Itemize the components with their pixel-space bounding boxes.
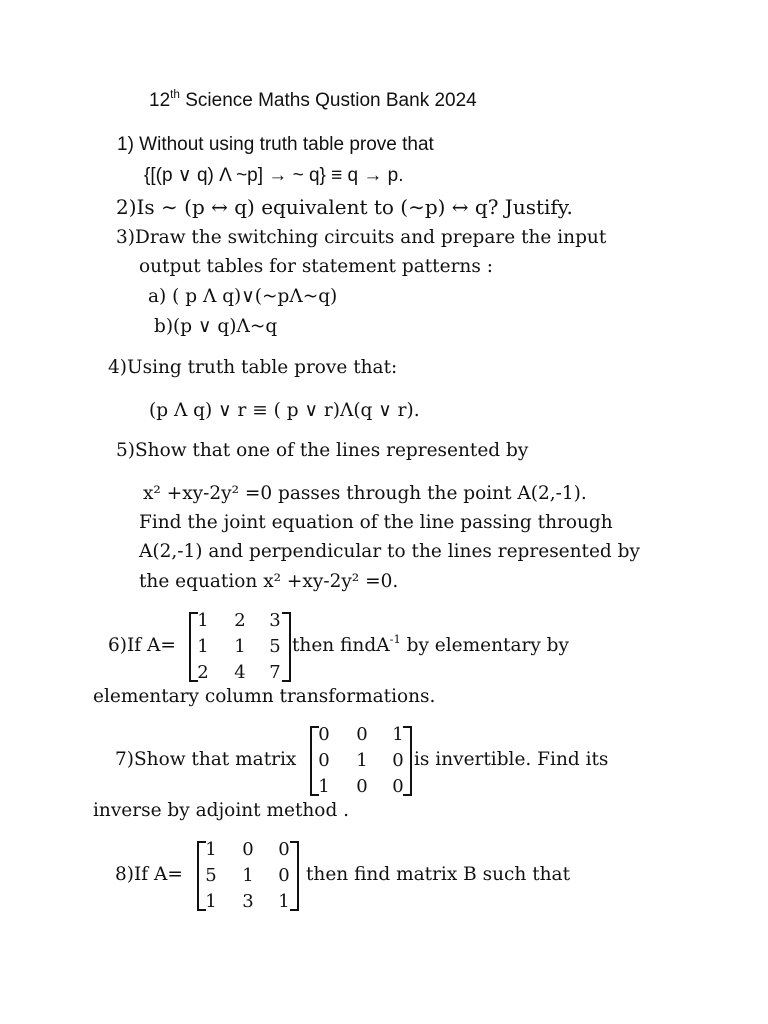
- question-8-suffix: then find matrix B such that: [306, 864, 571, 885]
- matrix-cell: 3: [269, 610, 281, 631]
- title-superscript: th: [170, 87, 180, 101]
- matrix-cell: 0: [242, 839, 254, 860]
- question-6-text-2: elementary column transformations.: [93, 686, 436, 707]
- matrix-cell: 0: [392, 750, 404, 771]
- matrix-cell: 4: [234, 662, 246, 683]
- question-4-text: 4)Using truth table prove that:: [108, 357, 398, 378]
- page-title: [149, 87, 477, 111]
- matrix-cell: 0: [318, 724, 330, 745]
- question-6-matrix: [189, 612, 291, 682]
- question-6-suffix-a: then findA: [292, 635, 390, 656]
- matrix-cell: 1: [205, 839, 217, 860]
- matrix-cell: 0: [356, 776, 368, 797]
- matrix-cell: 0: [278, 865, 290, 886]
- inverse-superscript: -1: [389, 631, 401, 646]
- question-4-expression: (p Λ q) ∨ r ≡ ( p ∨ r)Λ(q ∨ r).: [149, 400, 420, 421]
- question-7-text-2: inverse by adjoint method .: [93, 800, 350, 821]
- matrix-cell: 2: [234, 610, 246, 631]
- question-1-expression: {[(p ∨ q) Λ ~p] → ~ q} ≡ q → p.: [144, 165, 404, 186]
- matrix-cell: 1: [197, 610, 209, 631]
- question-3-part-b: b)(p ∨ q)Λ~q: [154, 316, 278, 337]
- question-3-text: 3)Draw the switching circuits and prepare the input: [116, 227, 607, 248]
- matrix-right-bracket: [282, 612, 291, 682]
- matrix-cell: 2: [197, 662, 209, 683]
- question-5-text-5: the equation x² +xy-2y² =0.: [139, 571, 399, 592]
- matrix-cell: 1: [318, 776, 330, 797]
- question-5-text: 5)Show that one of the lines represented by: [116, 440, 529, 461]
- matrix-cell: 5: [205, 865, 217, 886]
- matrix-cell: 0: [278, 839, 290, 860]
- question-5-text-3: Find the joint equation of the line passing through: [139, 512, 613, 533]
- matrix-cell: 3: [242, 891, 254, 912]
- matrix-cell: 1: [205, 891, 217, 912]
- matrix-cell: 0: [392, 776, 404, 797]
- matrix-cell: 5: [269, 636, 281, 657]
- matrix-cell: 0: [356, 724, 368, 745]
- title-number: 12: [149, 90, 171, 111]
- question-5-text-4: A(2,-1) and perpendicular to the lines represented by: [139, 541, 640, 562]
- matrix-cell: 7: [269, 662, 281, 683]
- matrix-cell: 1: [242, 865, 254, 886]
- question-7-prefix: 7)Show that matrix: [115, 749, 297, 770]
- matrix-cell: 1: [278, 891, 290, 912]
- question-3-text-2: output tables for statement patterns :: [139, 256, 493, 277]
- question-7-suffix: is invertible. Find its: [414, 749, 609, 770]
- matrix-cell: 1: [197, 636, 209, 657]
- question-6-suffix: [292, 631, 569, 656]
- question-6-prefix: 6)If A=: [108, 635, 176, 656]
- question-7-matrix: [310, 726, 412, 796]
- matrix-cell: 0: [318, 750, 330, 771]
- matrix-cell: 1: [392, 724, 404, 745]
- question-3-part-a: a) ( p Λ q)∨(~pΛ~q): [148, 286, 338, 307]
- question-1-text: 1) Without using truth table prove that: [117, 134, 434, 155]
- matrix-cell: 1: [234, 636, 246, 657]
- question-8-matrix: [197, 841, 299, 911]
- question-2-text: 2)Is ∼ (p ↔ q) equivalent to (∼p) ↔ q? Justify.: [116, 195, 573, 219]
- matrix-cell: 1: [356, 750, 368, 771]
- question-8-prefix: 8)If A=: [115, 864, 183, 885]
- question-5-text-2: x² +xy-2y² =0 passes through the point A(2,-1).: [143, 483, 587, 504]
- question-6-suffix-b: by elementary by: [400, 635, 569, 656]
- title-text: Science Maths Qustion Bank 2024: [179, 90, 477, 111]
